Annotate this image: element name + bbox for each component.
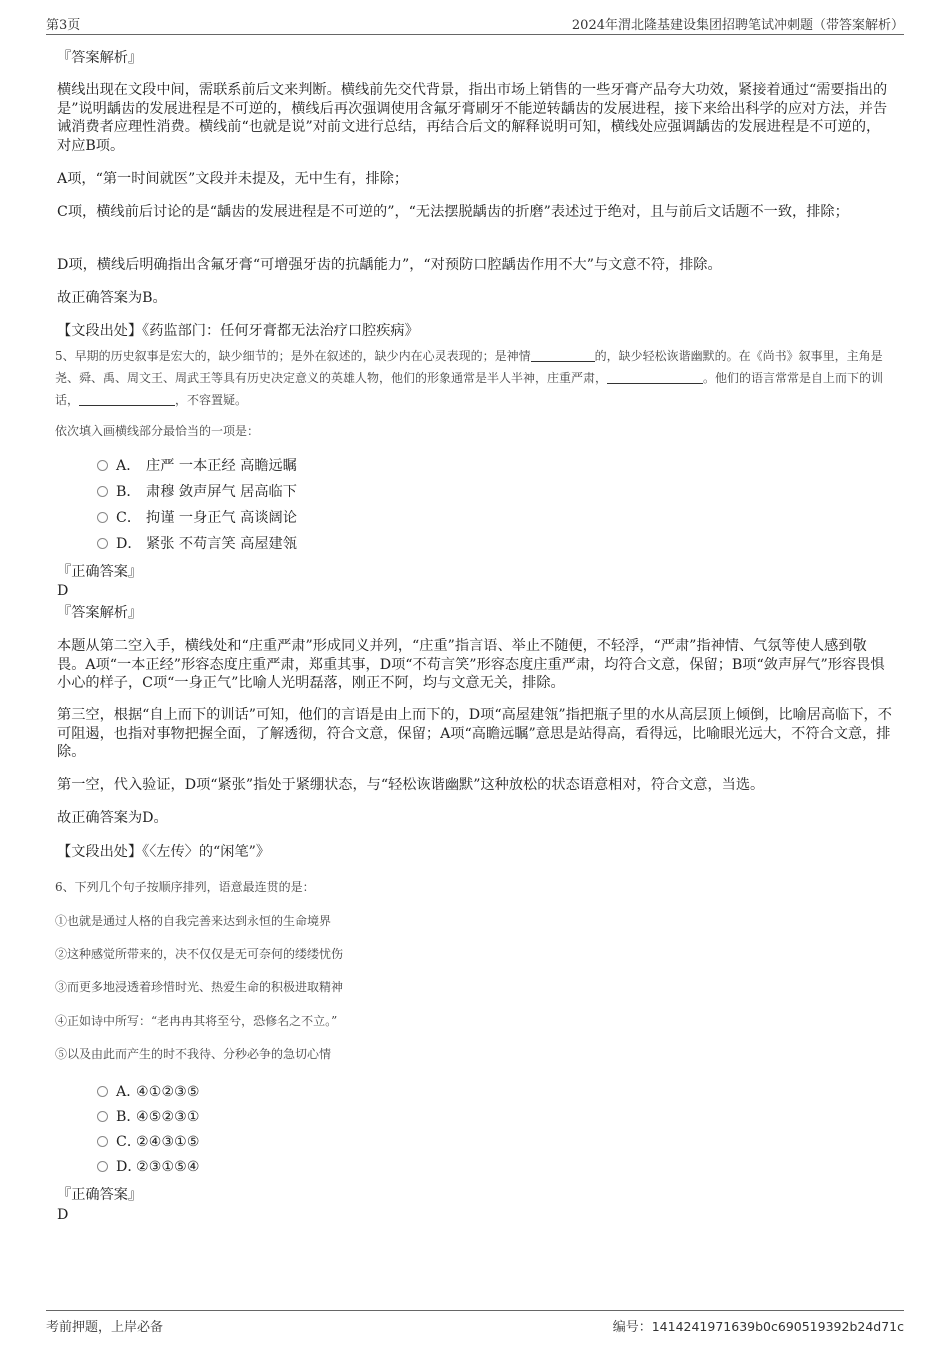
q6-sentence-4: ④正如诗中所写：“老冉冉其将至兮，恐修名之不立。” [55, 1014, 338, 1028]
footer-slogan: 考前押题，上岸必备 [46, 1320, 164, 1335]
footer-code [613, 1316, 904, 1335]
q5-stem-part-b: 的，缺少轻松诙谐幽默的。在《尚书》叙事里，主角是尧、舜、禹、周文王、周武王等具有历史决定意义的英雄人物，他们的形象通常是半人半神，庄重严肃， [55, 349, 883, 385]
q4-analysis-p4: D项，横线后明确指出含氟牙膏“可增强牙齿的抗龋能力”，“对预防口腔龋齿作用不大”与文意不符，排除。 [57, 257, 722, 273]
q4-source: 【文段出处】《药监部门：任何牙膏都无法治疗口腔疾病》 [57, 323, 419, 339]
q5-stem-part-a: 5、早期的历史叙事是宏大的，缺少细节的；是外在叙述的，缺少内在心灵表现的；是神情 [55, 349, 531, 363]
q6-sentence-2: ②这种感觉所带来的，决不仅仅是无可奈何的缕缕忧伤 [55, 947, 344, 961]
option-text: 拘谨 一身正气 高谈阔论 [146, 510, 297, 526]
q4-analysis-p3: C项，横线前后讨论的是“龋齿的发展进程是不可逆的”，“无法摆脱龋齿的折磨”表述过于绝对，且与前后文话题不一致，排除； [57, 204, 849, 220]
option-text: 肃穆 敛声屏气 居高临下 [146, 484, 297, 500]
option-key: B． [116, 1109, 141, 1125]
radio-icon[interactable] [97, 512, 108, 523]
q4-analysis-p5: 故正确答案为B。 [57, 290, 167, 306]
q5-analysis-p3: 第一空，代入验证，D项“紧张”指处于紧绷状态，与“轻松诙谐幽默”这种放松的状态语意相对，符合文意，当选。 [57, 777, 765, 793]
option-key: A． [116, 458, 141, 474]
q5-option-b[interactable] [97, 483, 297, 501]
q5-blank-2 [607, 371, 703, 384]
q4-analysis-p1: 横线出现在文段中间，需联系前后文来判断。横线前先交代背景，指出市场上销售的一些牙膏产品夸大功效，紧接着通过“需要指出的是”说明龋齿的发展进程是不可逆的，横线后再次强调使用含氟牙膏刷牙不能逆转龋齿的发展进程，接下来给出科学的应对方法，并告诫消费者应理性消费。横线前“也就是说”对前文进行总结，再结合后文的解释说明可知，横线处应强调龋齿的发展进程是不可逆的，对应B项。 [57, 82, 888, 154]
radio-icon[interactable] [97, 1136, 108, 1147]
q6-correct-label: 『正确答案』 [57, 1187, 143, 1203]
radio-icon[interactable] [97, 1161, 108, 1172]
radio-icon[interactable] [97, 538, 108, 549]
q5-stem [55, 345, 895, 411]
page-number: 第3页 [46, 18, 81, 33]
footer-code-label: 编号： [612, 1320, 652, 1335]
radio-icon[interactable] [97, 460, 108, 471]
q5-analysis-p4: 故正确答案为D。 [57, 810, 168, 826]
q6-stem: 6、下列几个句子按顺序排列，语意最连贯的是： [55, 880, 315, 894]
q6-option-c[interactable] [97, 1133, 200, 1151]
q6-option-d[interactable] [97, 1158, 200, 1176]
q5-analysis-p1: 本题从第二空入手，横线处和“庄重严肃”形成同义并列，“庄重”指言语、举止不随便，不轻浮，“严肃”指神情、气氛等使人感到敬畏。A项“一本正经”形容态度庄重严肃，郑重其事，D项“不苟言笑”形容态度庄重严肃，均符合文意，保留；B项“敛声屏气”形容畏惧小心的样子，C项“一身正气”比喻人光明磊落，刚正不阿，均与文意无关，排除。 [57, 638, 885, 691]
radio-icon[interactable] [97, 486, 108, 497]
option-key: D． [116, 536, 142, 552]
radio-icon[interactable] [97, 1086, 108, 1097]
footer-code-value: 1414241971639b0c690519392b24d71c [651, 1319, 904, 1334]
option-key: B． [116, 484, 141, 500]
q6-option-b[interactable] [97, 1108, 200, 1126]
q5-analysis-p2: 第三空，根据“自上而下的训话”可知，他们的言语是由上而下的，D项“高屋建瓴”指把瓶子里的水从高层顶上倾倒，比喻居高临下，不可阻遏，也指对事物把握全面，了解透彻，符合文意，保留；A项“高瞻远瞩”意思是站得高，看得远，比喻眼光远大，不符合文意，排除。 [57, 707, 892, 760]
option-key: C． [116, 510, 142, 526]
option-key: C． [116, 1134, 142, 1150]
q6-correct-answer: D [57, 1207, 69, 1223]
q5-stem-part-c: 。他们的语言常常是自上而下的训话， [55, 371, 884, 407]
q5-correct-answer: D [57, 583, 69, 599]
option-text: ②③①⑤④ [136, 1159, 200, 1175]
q5-option-a[interactable] [97, 457, 297, 475]
document-title: 2024年渭北隆基建设集团招聘笔试冲刺题（带答案解析） [571, 18, 904, 33]
q6-option-a[interactable] [97, 1083, 200, 1101]
q5-correct-label: 『正确答案』 [57, 564, 143, 580]
option-key: D． [116, 1159, 142, 1175]
q5-analysis-label: 『答案解析』 [57, 605, 143, 621]
option-text: ②④③①⑤ [136, 1134, 200, 1150]
q6-sentence-5: ⑤以及由此而产生的时不我待、分秒必争的急切心情 [55, 1047, 332, 1061]
page-header [46, 14, 904, 35]
q5-option-c[interactable] [97, 509, 297, 527]
q5-blank-1 [531, 349, 595, 362]
q5-stem-part-d: ，不容置疑。 [175, 393, 248, 407]
page-footer [46, 1310, 904, 1335]
option-text: 庄严 一本正经 高瞻远瞩 [146, 458, 297, 474]
q5-blank-3 [79, 393, 175, 406]
q5-instruction: 依次填入画横线部分最恰当的一项是： [55, 424, 260, 438]
q6-sentence-1: ①也就是通过人格的自我完善来达到永恒的生命境界 [55, 914, 332, 928]
option-text: 紧张 不苟言笑 高屋建瓴 [146, 536, 297, 552]
q4-analysis-label: 『答案解析』 [57, 50, 143, 66]
q5-source: 【文段出处】《〈左传〉的“闲笔”》 [57, 844, 271, 860]
option-text: ④⑤②③① [136, 1109, 200, 1125]
radio-icon[interactable] [97, 1111, 108, 1122]
q4-analysis-p2: A项，“第一时间就医”文段并未提及，无中生有，排除； [57, 171, 409, 187]
option-text: ④①②③⑤ [136, 1084, 200, 1100]
q5-option-d[interactable] [97, 535, 297, 553]
option-key: A． [116, 1084, 141, 1100]
q6-sentence-3: ③而更多地浸透着珍惜时光、热爱生命的积极进取精神 [55, 980, 344, 994]
